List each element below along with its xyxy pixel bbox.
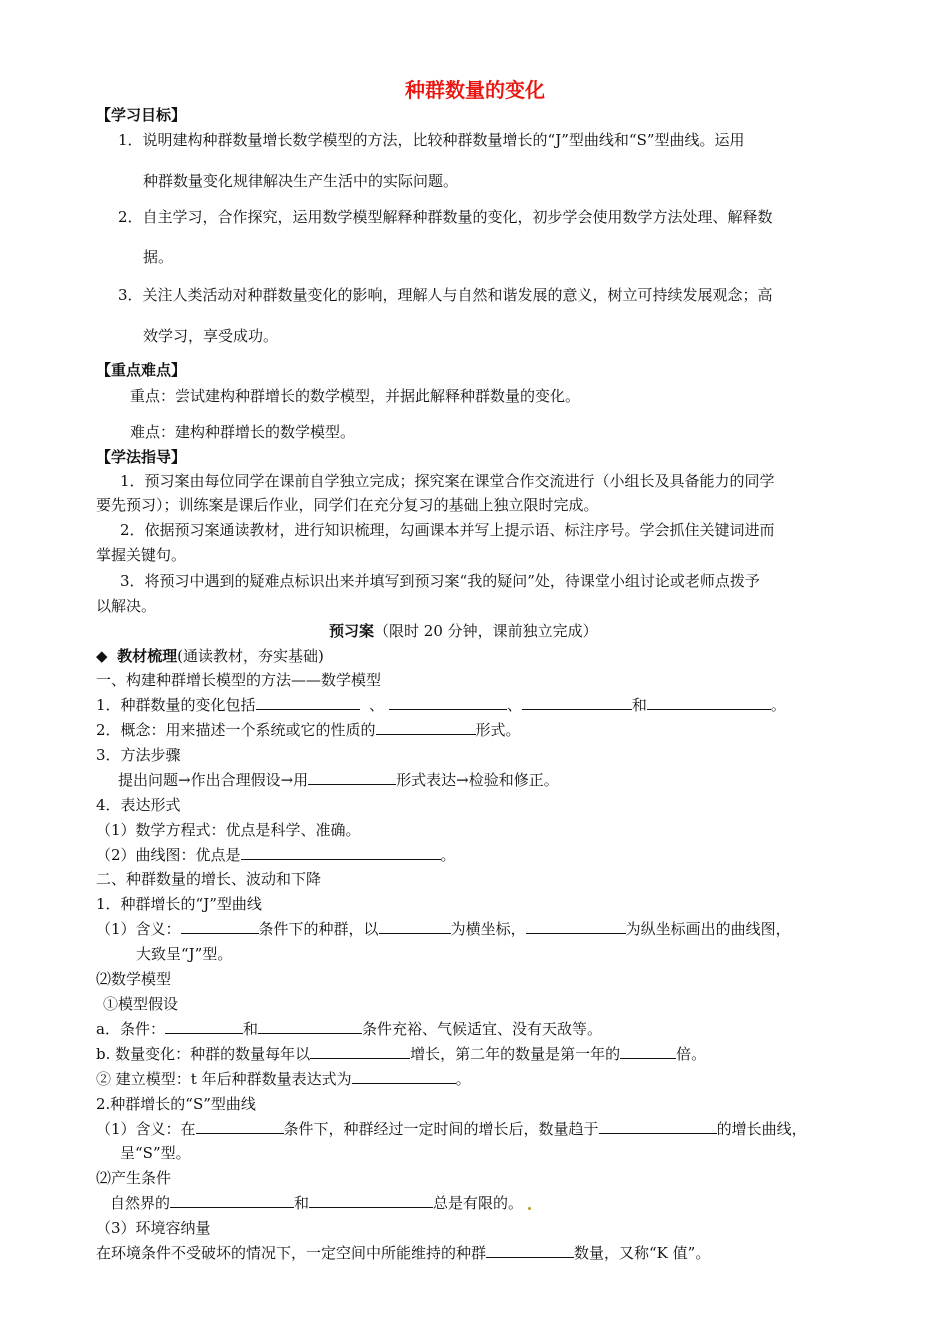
outline-line: 3．方法步骤	[96, 746, 181, 764]
method-line: 2．依据预习案通读教材，进行知识梳理，勾画课本并写上提示语、标注序号。学会抓住关键词进而	[120, 521, 775, 539]
blank	[196, 1119, 284, 1134]
fill-line	[110, 1192, 531, 1213]
line-text: 、	[369, 696, 385, 714]
subheading-bold: 教材梳理	[117, 647, 178, 665]
fill-line	[96, 719, 521, 740]
line-text: （1）含义：	[96, 920, 181, 938]
outline-line: （1）数学方程式：优点是科学、准确。	[96, 821, 361, 839]
goal-line: 3．关注人类活动对种群数量变化的影响，理解人与自然和谐发展的意义，树立可持续发展观念；高	[118, 286, 773, 304]
line-text: 总是有限的。	[433, 1194, 524, 1212]
line-text: 和	[294, 1194, 310, 1212]
line-text: 和	[631, 696, 647, 714]
line-text: 2．概念：用来描述一个系统或它的性质的	[96, 721, 376, 739]
line-text: 条件下，种群经过一定时间的增长后，数量趋于	[283, 1120, 599, 1138]
outline-line: ①模型假设	[103, 995, 179, 1013]
goal-line: 2．自主学习，合作探究，运用数学模型解释种群数量的变化，初步学会使用数学方法处理、解释数	[118, 208, 773, 226]
method-line: 掌握关键句。	[96, 546, 187, 564]
method-line: 3．将预习中遇到的疑难点标识出来并填写到预习案“我的疑问”处，待课堂小组讨论或老师点拨予	[120, 572, 760, 590]
line-text: 数量，又称“K 值”。	[574, 1244, 711, 1262]
blank	[352, 1069, 456, 1084]
preview-label: 预习案	[329, 622, 375, 640]
outline-line: 二、种群数量的增长、波动和下降	[96, 870, 322, 888]
line-text: 。	[440, 846, 456, 864]
line-text: 条件下的种群，以	[258, 920, 379, 938]
line-text: 和	[242, 1020, 258, 1038]
outline-line: ⑵产生条件	[96, 1169, 172, 1187]
outline-line: 1．种群增长的“J”型曲线	[96, 895, 262, 913]
outline-line: （3）环境容纳量	[96, 1219, 211, 1237]
line-text: b. 数量变化：种群的数量每年以	[96, 1045, 311, 1063]
goal-line: 1．说明建构种群数量增长数学模型的方法，比较种群数量增长的“J”型曲线和“S”型曲线。运用	[118, 131, 745, 149]
line-text: （1）含义：在	[96, 1120, 196, 1138]
blank	[526, 919, 626, 934]
page-title: 种群数量的变化	[405, 78, 545, 102]
blank	[258, 1019, 362, 1034]
outline-line: 2.种群增长的“S”型曲线	[96, 1095, 256, 1113]
line-text: 提出问题→作出合理假设→用	[118, 771, 309, 789]
blank	[522, 695, 632, 710]
line-text: 1．种群数量的变化包括	[96, 696, 256, 714]
fill-line	[96, 918, 791, 939]
section-method: 【学法指导】	[96, 448, 187, 466]
method-line: 1．预习案由每位同学在课前自学独立完成；探究案在课堂合作交流进行（小组长及具备能力的同学	[120, 472, 775, 490]
blank	[241, 845, 441, 860]
blank	[310, 1044, 410, 1059]
fill-line	[96, 1118, 807, 1139]
line-text: 形式表达→检验和修正。	[396, 771, 559, 789]
outline-line: 4．表达形式	[96, 796, 181, 814]
line-text: 。	[770, 696, 786, 714]
blank	[165, 1019, 243, 1034]
diamond-bullet-icon: ◆	[96, 647, 108, 665]
stray-dot-icon	[528, 1207, 531, 1210]
fill-line	[96, 1043, 706, 1064]
blank	[389, 695, 507, 710]
blank	[308, 770, 396, 785]
line-text: 自然界的	[110, 1194, 171, 1212]
line-text: 为横坐标，	[450, 920, 526, 938]
line-text: 、	[506, 696, 522, 714]
method-line: 要先预习）；训练案是课后作业，同学们在充分复习的基础上独立限时完成。	[96, 496, 599, 514]
line-text: （2）曲线图：优点是	[96, 846, 241, 864]
line-text: 在环境条件不受破坏的情况下，一定空间中所能维持的种群	[96, 1244, 487, 1262]
fill-line	[96, 1018, 602, 1039]
blank	[309, 1193, 433, 1208]
fill-line	[96, 1068, 471, 1089]
section-key: 【重点难点】	[96, 361, 187, 379]
blank	[620, 1044, 676, 1059]
blank	[181, 919, 259, 934]
outline-line: 呈“S”型。	[120, 1144, 191, 1162]
subheading-note: (通读教材，夯实基础)	[177, 647, 324, 665]
fill-line	[96, 694, 786, 715]
outline-line: 大致呈“J”型。	[136, 945, 233, 963]
textbook-subheading	[96, 645, 324, 666]
blank	[170, 1193, 294, 1208]
blank	[256, 695, 360, 710]
line-text: 。	[455, 1070, 471, 1088]
goal-line: 种群数量变化规律解决生产生活中的实际问题。	[143, 172, 459, 190]
line-text: a．条件：	[96, 1020, 165, 1038]
section-goals: 【学习目标】	[96, 106, 187, 124]
blank	[599, 1119, 717, 1134]
goal-line: 效学习，享受成功。	[143, 327, 279, 345]
line-text: 条件充裕、气候适宜、没有天敌等。	[361, 1020, 602, 1038]
key-zhongdian: 重点：尝试建构种群增长的数学模型，并据此解释种群数量的变化。	[130, 387, 581, 405]
line-text: 为纵坐标画出的曲线图，	[625, 920, 791, 938]
blank	[486, 1243, 574, 1258]
line-text: 倍。	[676, 1045, 707, 1063]
line-text: 增长，第二年的数量是第一年的	[410, 1045, 621, 1063]
fill-line	[96, 844, 456, 865]
key-nandian: 难点：建构种群增长的数学模型。	[130, 423, 356, 441]
preview-note: （限时 20 分钟，课前独立完成）	[374, 622, 598, 640]
line-text: ② 建立模型：t 年后种群数量表达式为	[96, 1070, 352, 1088]
line-text: 形式。	[475, 721, 521, 739]
goal-line: 据。	[143, 248, 174, 266]
blank	[647, 695, 771, 710]
outline-line: ⑵数学模型	[96, 970, 172, 988]
method-line: 以解决。	[96, 597, 157, 615]
fill-line	[118, 769, 559, 790]
blank	[376, 720, 476, 735]
line-text: 的增长曲线，	[716, 1120, 807, 1138]
blank	[379, 919, 451, 934]
fill-line	[96, 1242, 710, 1263]
preview-heading	[329, 620, 598, 641]
outline-line: 一、构建种群增长模型的方法——数学模型	[96, 671, 382, 689]
